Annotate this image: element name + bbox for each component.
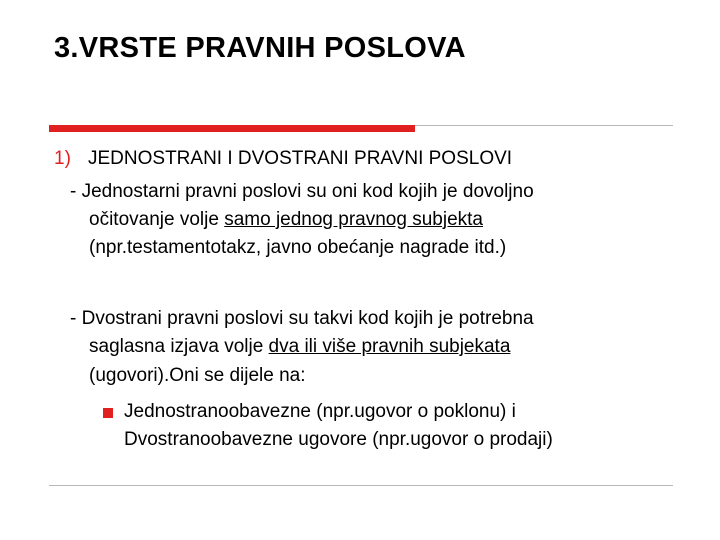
section-number: 1): [54, 148, 71, 169]
title-underline-accent: [49, 125, 415, 132]
bullet-item-line2: Dvostranoobavezne ugovore (npr.ugovor o prodaji): [124, 429, 553, 450]
paragraph1-line2: [89, 208, 483, 232]
bullet-item-line1: Jednostranoobavezne (npr.ugovor o poklonu) i: [124, 401, 516, 422]
paragraph1-line3: (npr.testamentotakz, javno obećanje nagrade itd.): [89, 237, 507, 258]
paragraph2-line3: (ugovori).Oni se dijele na:: [89, 365, 306, 386]
square-bullet-icon: [103, 408, 113, 418]
paragraph2-emphasis: dva ili više pravnih subjekata: [268, 336, 511, 357]
paragraph2-line2: [89, 335, 510, 359]
paragraph2-line1: - Dvostrani pravni poslovi su takvi kod kojih je potrebna: [70, 308, 534, 329]
paragraph2-line2-text: saglasna izjava volje: [89, 336, 269, 357]
footer-rule: [49, 485, 673, 486]
paragraph1-line2-text: očitovanje volje: [89, 209, 225, 230]
title-underline-rule: [415, 125, 673, 126]
paragraph1-line1: - Jednostarni pravni poslovi su oni kod kojih je dovoljno: [70, 181, 534, 202]
section-heading-text: JEDNOSTRANI I DVOSTRANI PRAVNI POSLOVI: [88, 148, 513, 169]
section-heading: [54, 147, 512, 171]
paragraph1-emphasis: samo jednog pravnog subjekta: [224, 209, 483, 230]
slide-title: 3.VRSTE PRAVNIH POSLOVA: [54, 32, 466, 64]
